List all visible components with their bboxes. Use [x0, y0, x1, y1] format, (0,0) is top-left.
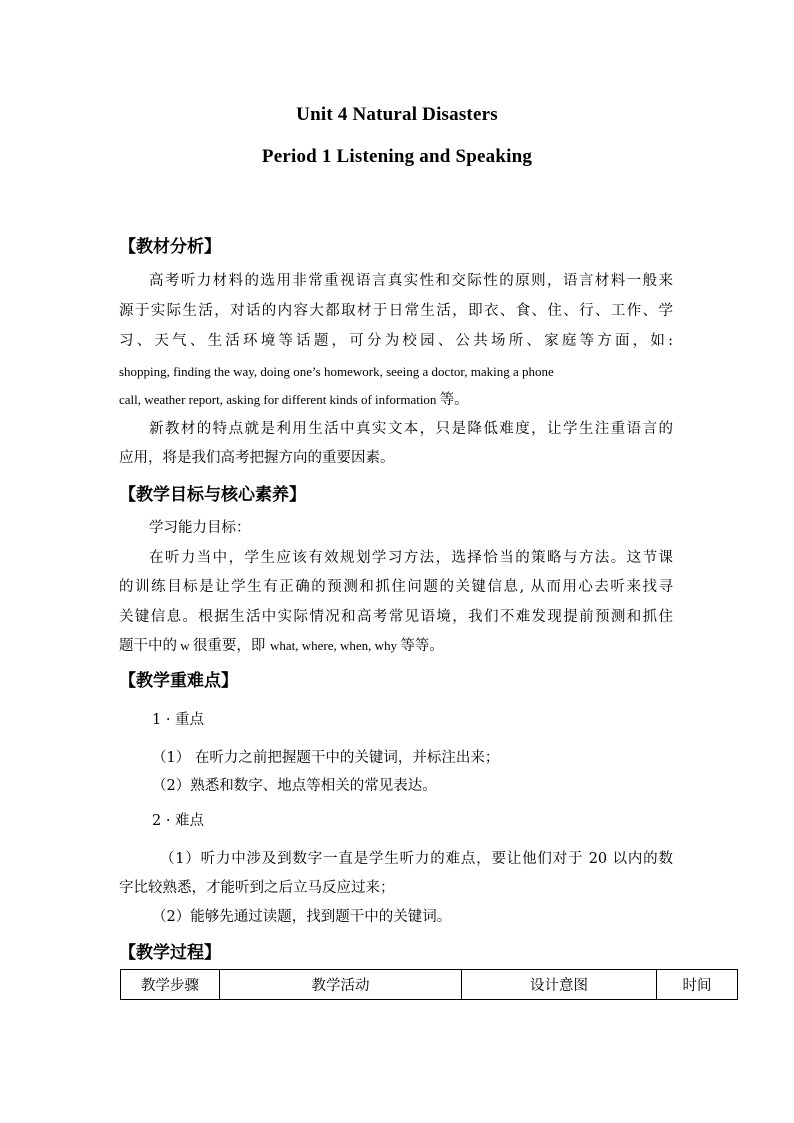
difficult-point-title: 2 · 难点 — [152, 813, 205, 829]
table-header-cell: 教学活动 — [220, 970, 462, 1000]
paragraph-line-latin: w — [177, 638, 193, 653]
paragraph-line: 高考听力材料的选用非常重视语言真实性和交际性的原则，语言材料一般来 — [149, 273, 673, 289]
section-heading-goals: 【教学目标与核心素养】 — [119, 485, 306, 505]
paragraph-line: 关键信息。根据生活中实际情况和高考常见语境，我们不难发现提前预测和抓住 — [119, 609, 673, 625]
teaching-process-table — [120, 969, 738, 1000]
paragraph-line: 在听力当中，学生应该有效规划学习方法，选择恰当的策略与方法。这节课 — [149, 550, 673, 566]
paragraph-line-words: what, where, when, why — [270, 638, 401, 653]
difficult-point-item: （1）听力中涉及到数字一直是学生听力的难点，要让他们对于 20 以内的数 — [160, 851, 673, 867]
paragraph-line-suffix: 等等。 — [400, 638, 444, 654]
paragraph-line-prefix: 题干中的 — [119, 638, 177, 654]
paragraph-line: 学习能力目标： — [149, 520, 251, 536]
paragraph-line: 应用，将是我们高考把握方向的重要因素。 — [119, 450, 395, 466]
document-subtitle: Period 1 Listening and Speaking — [261, 146, 533, 167]
paragraph-line-suffix: 等。 — [439, 392, 469, 408]
table-header-row — [121, 970, 738, 1000]
paragraph-line: 源于实际生活，对话的内容大都取材于日常生活，即衣、食、住、行、工作、学 — [119, 303, 673, 319]
section-heading-key-points: 【教学重难点】 — [119, 671, 238, 691]
document-title: Unit 4 Natural Disasters — [296, 104, 498, 125]
key-point-item: （2）熟悉和数字、地点等相关的常见表达。 — [152, 778, 437, 794]
paragraph-line: 的训练目标是让学生有正确的预测和抓住问题的关键信息, 从而用心去听来找寻 — [119, 579, 673, 595]
key-point-item: （1） 在听力之前把握题干中的关键词，并标注出来； — [152, 750, 500, 766]
paragraph-line: shopping, finding the way, doing one’s homework, seeing a doctor, making a phone — [119, 364, 554, 379]
paragraph-line: 习、天气、生活环境等话题，可分为校园、公共场所、家庭等方面，如: — [119, 333, 673, 349]
paragraph-line: 新教材的特点就是利用生活中真实文本，只是降低难度，让学生注重语言的 — [149, 421, 673, 437]
key-point-title: 1 · 重点 — [152, 712, 205, 728]
difficult-point-item: 字比较熟悉，才能听到之后立马反应过来； — [119, 880, 395, 896]
table-header-cell: 教学步骤 — [121, 970, 220, 1000]
paragraph-line-mid: 很重要，即 — [192, 638, 270, 654]
paragraph-line — [119, 390, 673, 410]
paragraph-line-latin: call, weather report, asking for different kinds of information — [119, 392, 440, 407]
paragraph-line — [119, 636, 673, 656]
table-header-cell: 时间 — [657, 970, 738, 1000]
section-heading-textbook-analysis: 【教材分析】 — [119, 237, 221, 257]
table-header-cell: 设计意图 — [462, 970, 657, 1000]
difficult-point-item: （2）能够先通过读题，找到题干中的关键词。 — [152, 909, 452, 925]
section-heading-teaching-process: 【教学过程】 — [119, 943, 221, 963]
